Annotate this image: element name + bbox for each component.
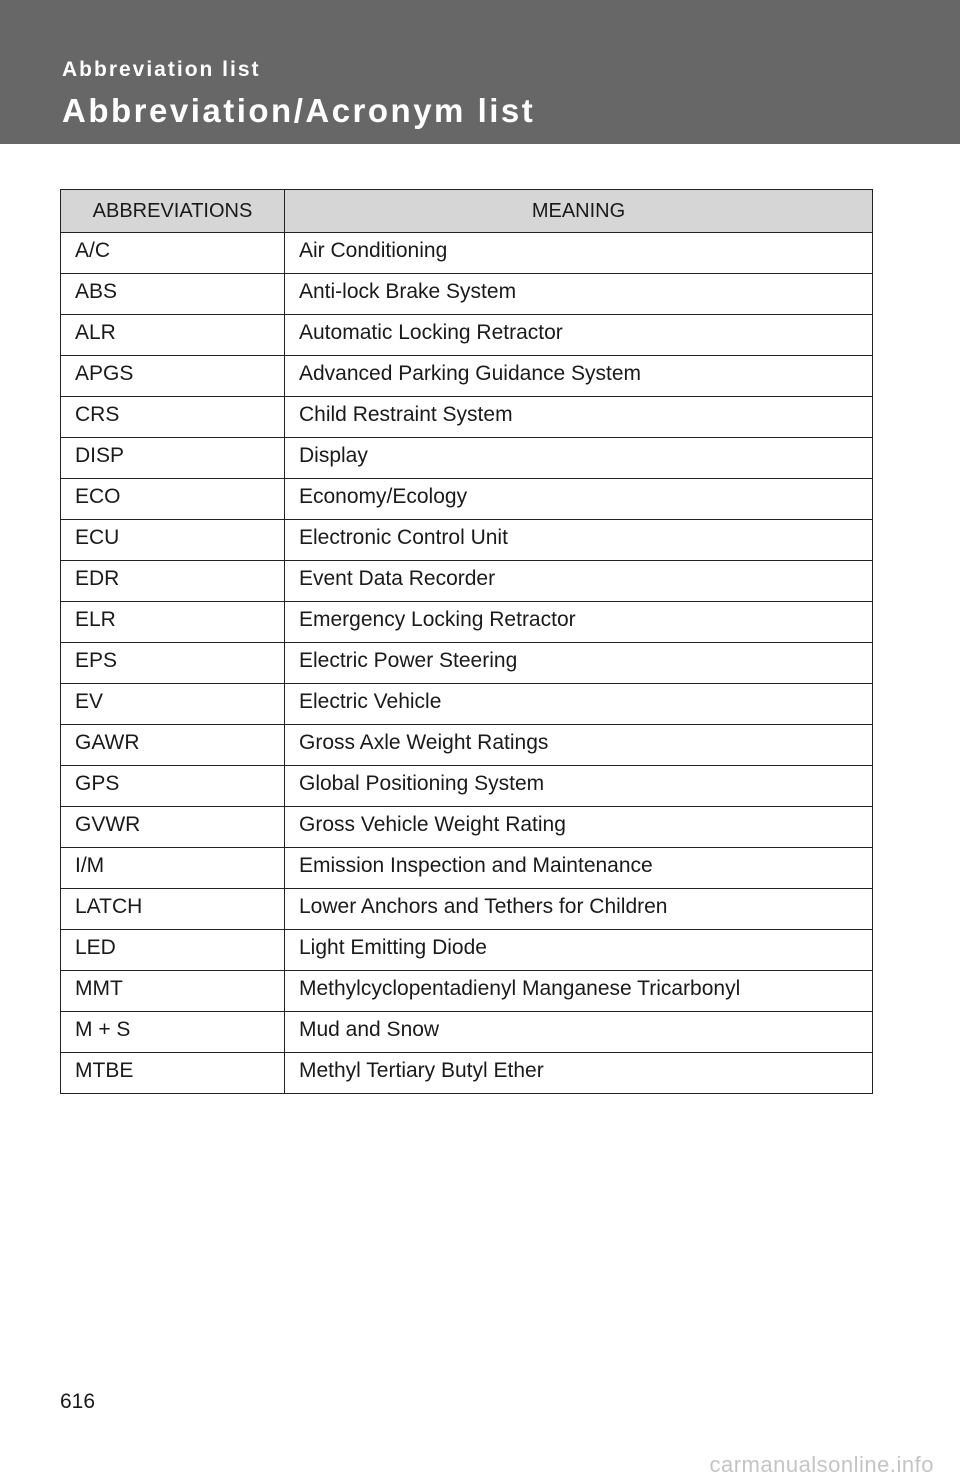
table-row (61, 438, 873, 479)
abbreviation-cell: EV (61, 684, 285, 725)
table-body (61, 233, 873, 1094)
abbreviation-cell: DISP (61, 438, 285, 479)
abbreviation-cell: MMT (61, 971, 285, 1012)
meaning-cell: Display (285, 438, 873, 479)
abbreviation-cell: LED (61, 930, 285, 971)
table-row (61, 889, 873, 930)
abbreviation-cell: GVWR (61, 807, 285, 848)
meaning-cell: Electric Power Steering (285, 643, 873, 684)
abbreviation-cell: MTBE (61, 1053, 285, 1094)
meaning-cell: Mud and Snow (285, 1012, 873, 1053)
column-header-abbreviations: ABBREVIATIONS (61, 190, 285, 233)
meaning-cell: Methyl Tertiary Butyl Ether (285, 1053, 873, 1094)
abbreviation-cell: I/M (61, 848, 285, 889)
meaning-cell: Event Data Recorder (285, 561, 873, 602)
abbreviation-cell: APGS (61, 356, 285, 397)
page-number: 616 (60, 1390, 96, 1413)
meaning-cell: Economy/Ecology (285, 479, 873, 520)
table-row (61, 520, 873, 561)
meaning-cell: Emission Inspection and Maintenance (285, 848, 873, 889)
meaning-cell: Global Positioning System (285, 766, 873, 807)
abbreviation-cell: ABS (61, 274, 285, 315)
table-row (61, 684, 873, 725)
section-label: Abbreviation list (62, 58, 261, 81)
table-row (61, 930, 873, 971)
table-row (61, 397, 873, 438)
table-row (61, 1012, 873, 1053)
abbreviation-cell: GPS (61, 766, 285, 807)
abbreviation-table (60, 189, 873, 1094)
table-row (61, 848, 873, 889)
table-row (61, 356, 873, 397)
table-header-row (61, 190, 873, 233)
table-row (61, 561, 873, 602)
table-row (61, 602, 873, 643)
meaning-cell: Air Conditioning (285, 233, 873, 274)
abbreviation-cell: ECO (61, 479, 285, 520)
meaning-cell: Anti-lock Brake System (285, 274, 873, 315)
meaning-cell: Gross Axle Weight Ratings (285, 725, 873, 766)
abbreviation-cell: EPS (61, 643, 285, 684)
abbreviation-cell: A/C (61, 233, 285, 274)
page-title: Abbreviation/Acronym list (62, 92, 536, 129)
table-row (61, 725, 873, 766)
table-row (61, 274, 873, 315)
abbreviation-cell: LATCH (61, 889, 285, 930)
abbreviation-cell: ECU (61, 520, 285, 561)
meaning-cell: Emergency Locking Retractor (285, 602, 873, 643)
abbreviation-cell: EDR (61, 561, 285, 602)
meaning-cell: Methylcyclopentadienyl Manganese Tricarbonyl (285, 971, 873, 1012)
watermark: carmanualsonline.info (709, 1452, 934, 1477)
table-row (61, 766, 873, 807)
meaning-cell: Advanced Parking Guidance System (285, 356, 873, 397)
table-row (61, 479, 873, 520)
abbreviation-cell: M + S (61, 1012, 285, 1053)
meaning-cell: Automatic Locking Retractor (285, 315, 873, 356)
table-row (61, 643, 873, 684)
table-row (61, 315, 873, 356)
abbreviation-cell: ALR (61, 315, 285, 356)
abbreviation-cell: ELR (61, 602, 285, 643)
abbreviation-cell: GAWR (61, 725, 285, 766)
meaning-cell: Lower Anchors and Tethers for Children (285, 889, 873, 930)
meaning-cell: Light Emitting Diode (285, 930, 873, 971)
header-band (0, 0, 960, 144)
table-row (61, 971, 873, 1012)
table-row (61, 1053, 873, 1094)
meaning-cell: Gross Vehicle Weight Rating (285, 807, 873, 848)
table-row (61, 233, 873, 274)
table-row (61, 807, 873, 848)
meaning-cell: Electronic Control Unit (285, 520, 873, 561)
meaning-cell: Child Restraint System (285, 397, 873, 438)
column-header-meaning: MEANING (285, 190, 873, 233)
meaning-cell: Electric Vehicle (285, 684, 873, 725)
abbreviation-cell: CRS (61, 397, 285, 438)
